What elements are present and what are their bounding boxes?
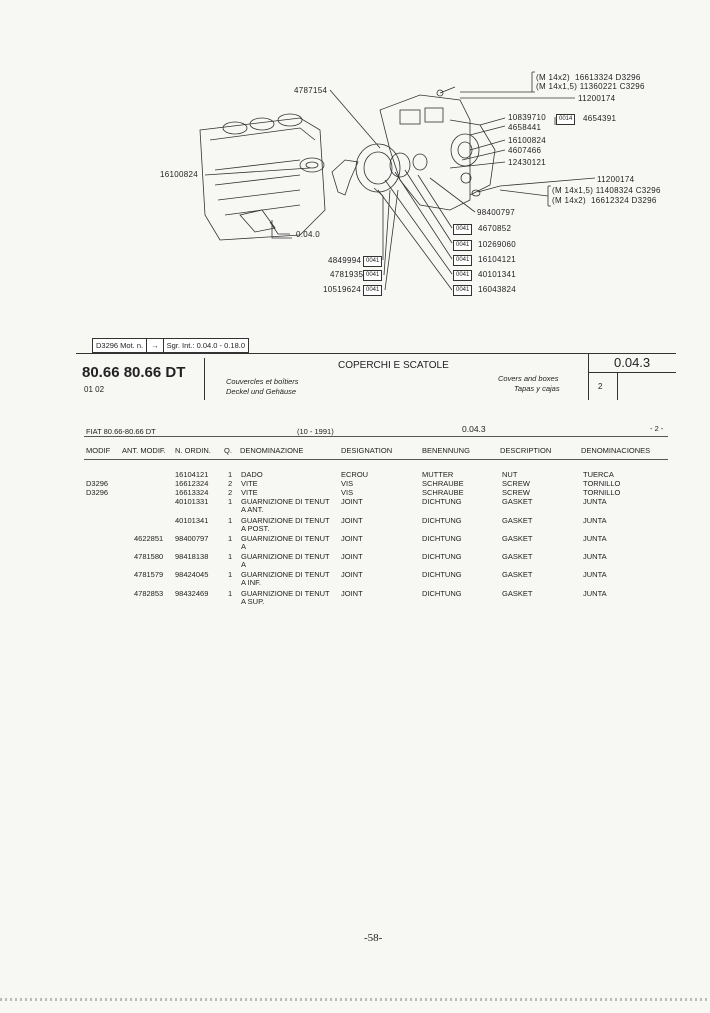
cell-denominazione: A INF. bbox=[241, 578, 262, 587]
cell-q: 1 bbox=[228, 497, 233, 506]
cell-designation: JOINT bbox=[341, 497, 363, 506]
info-code: 0.04.3 bbox=[462, 424, 486, 434]
part-label: 4781935 bbox=[330, 270, 364, 279]
cell-benennung: SCHRAUBE bbox=[422, 479, 464, 488]
spec-label: (M 14x1,5) 11408324 C3296 bbox=[552, 186, 661, 195]
section-header bbox=[76, 353, 676, 400]
cell-denominazione: A bbox=[241, 560, 247, 569]
title-de: Deckel und Gehäuse bbox=[226, 387, 297, 396]
part-label: 16100824 bbox=[508, 136, 546, 145]
cell-denominaciones: JUNTA bbox=[583, 497, 607, 506]
ref-box: 0041 bbox=[363, 270, 382, 281]
col-modif: MODIF bbox=[86, 446, 111, 455]
cell-denominaciones: JUNTA bbox=[583, 589, 607, 598]
cell-denominaciones: TORNILLO bbox=[583, 488, 621, 497]
cell-denominaciones: TORNILLO bbox=[583, 479, 621, 488]
cell-designation: VIS bbox=[341, 479, 354, 488]
ref-box: 0041 bbox=[363, 256, 382, 267]
part-label: 16043824 bbox=[478, 285, 516, 294]
cell-designation: JOINT bbox=[341, 570, 363, 579]
cell-description: NUT bbox=[502, 470, 518, 479]
cell-ant-modif: 4622851 bbox=[134, 534, 164, 543]
cell-description: GASKET bbox=[502, 497, 533, 506]
title-es: Tapas y cajas bbox=[514, 384, 560, 393]
cell-benennung: DICHTUNG bbox=[422, 516, 462, 525]
cell-benennung: DICHTUNG bbox=[422, 497, 462, 506]
cell-modif: D3296 bbox=[86, 479, 109, 488]
title-it: COPERCHI E SCATOLE bbox=[338, 360, 449, 371]
cell-ant-modif: 4781579 bbox=[134, 570, 164, 579]
cell-q: 2 bbox=[228, 488, 233, 497]
cell-benennung: SCHRAUBE bbox=[422, 488, 464, 497]
part-label: 11200174 bbox=[597, 175, 635, 184]
title-en: Covers and boxes bbox=[498, 374, 559, 383]
cell-denominazione: GUARNIZIONE DI TENUT bbox=[241, 534, 330, 543]
cell-designation: JOINT bbox=[341, 516, 363, 525]
seal-ring bbox=[300, 158, 324, 172]
cell-n-ordin: 16612324 bbox=[175, 479, 209, 488]
part-label: 4654391 bbox=[583, 114, 617, 123]
cell-denominaciones: JUNTA bbox=[583, 552, 607, 561]
cell-denominazione: GUARNIZIONE DI TENUT bbox=[241, 516, 330, 525]
spec-label: (M 14x1,5) 11360221 C3296 bbox=[536, 82, 645, 91]
cell-q: 1 bbox=[228, 552, 233, 561]
cell-n-ordin: 40101341 bbox=[175, 516, 209, 525]
part-label: 98400797 bbox=[477, 208, 515, 217]
part-label: 12430121 bbox=[508, 158, 546, 167]
cell-modif: D3296 bbox=[86, 488, 109, 497]
cell-n-ordin: 98424045 bbox=[175, 570, 209, 579]
spec-label: (M 14x2) 16613324 D3296 bbox=[536, 73, 641, 82]
mot-ref: D3296 Mot. n. bbox=[93, 339, 147, 352]
cell-denominaciones: JUNTA bbox=[583, 534, 607, 543]
cell-description: GASKET bbox=[502, 552, 533, 561]
cell-ant-modif: 4782853 bbox=[134, 589, 164, 598]
part-label: 4849994 bbox=[328, 256, 362, 265]
part-label: 40101341 bbox=[478, 270, 516, 279]
col-designation: DESIGNATION bbox=[341, 446, 393, 455]
cell-q: 2 bbox=[228, 479, 233, 488]
sgr-ref: Sgr. Int.: 0.04.0 - 0.18.0 bbox=[163, 339, 248, 352]
cell-denominazione: VITE bbox=[241, 479, 258, 488]
ref-box: 0041 bbox=[453, 285, 472, 296]
cell-description: SCREW bbox=[502, 479, 530, 488]
col-ant-modif: ANT. MODIF. bbox=[122, 446, 166, 455]
arrow-icon: → bbox=[151, 341, 159, 350]
col-benennung: BENENNUNG bbox=[422, 446, 470, 455]
cell-q: 1 bbox=[228, 516, 233, 525]
cell-ant-modif: 4781580 bbox=[134, 552, 164, 561]
cell-n-ordin: 16613324 bbox=[175, 488, 209, 497]
gasket-ring bbox=[356, 144, 400, 192]
info-page: - 2 - bbox=[650, 424, 664, 433]
part-label: 16104121 bbox=[478, 255, 516, 264]
cell-designation: JOINT bbox=[341, 552, 363, 561]
date-label: (10 - 1991) bbox=[297, 427, 334, 436]
cell-denominazione: GUARNIZIONE DI TENUT bbox=[241, 552, 330, 561]
cell-benennung: DICHTUNG bbox=[422, 570, 462, 579]
cell-denominazione: GUARNIZIONE DI TENUT bbox=[241, 589, 330, 598]
cell-n-ordin: 40101331 bbox=[175, 497, 209, 506]
cell-description: GASKET bbox=[502, 516, 533, 525]
ref-box: 0014 bbox=[556, 114, 575, 125]
part-label: 16100824 bbox=[160, 170, 198, 179]
cell-q: 1 bbox=[228, 589, 233, 598]
cell-denominazione: VITE bbox=[241, 488, 258, 497]
cell-description: SCREW bbox=[502, 488, 530, 497]
ref-box: 0041 bbox=[453, 240, 472, 251]
part-label: 11200174 bbox=[578, 94, 616, 103]
engine-block bbox=[200, 118, 325, 240]
cell-description: GASKET bbox=[502, 589, 533, 598]
cell-n-ordin: 98418138 bbox=[175, 552, 209, 561]
cell-denominazione: GUARNIZIONE DI TENUT bbox=[241, 497, 330, 506]
part-label: 10269060 bbox=[478, 240, 516, 249]
cell-n-ordin: 98400797 bbox=[175, 534, 209, 543]
ref-box: 0041 bbox=[453, 224, 472, 235]
cell-n-ordin: 16104121 bbox=[175, 470, 209, 479]
col-q: Q. bbox=[224, 446, 232, 455]
cell-description: GASKET bbox=[502, 570, 533, 579]
part-label: 4787154 bbox=[294, 86, 328, 95]
ref-box: 0041 bbox=[453, 270, 472, 281]
cell-q: 1 bbox=[228, 570, 233, 579]
col-denominaciones: DENOMINACIONES bbox=[581, 446, 651, 455]
cell-denominazione: A ANT. bbox=[241, 505, 264, 514]
page-small: 2 bbox=[598, 382, 603, 391]
cell-denominazione: DADO bbox=[241, 470, 263, 479]
ref-box: 0041 bbox=[453, 255, 472, 266]
cell-benennung: DICHTUNG bbox=[422, 534, 462, 543]
cell-designation: JOINT bbox=[341, 589, 363, 598]
part-label: 10839710 bbox=[508, 113, 546, 122]
cell-benennung: DICHTUNG bbox=[422, 552, 462, 561]
cell-denominazione: GUARNIZIONE DI TENUT bbox=[241, 570, 330, 579]
part-label: 4670852 bbox=[478, 224, 512, 233]
cell-designation: VIS bbox=[341, 488, 354, 497]
part-label: 4658441 bbox=[508, 123, 542, 132]
col-description: DESCRIPTION bbox=[500, 446, 552, 455]
cell-denominazione: A bbox=[241, 542, 247, 551]
cell-designation: JOINT bbox=[341, 534, 363, 543]
cell-q: 1 bbox=[228, 534, 233, 543]
cell-denominazione: A POST. bbox=[241, 524, 270, 533]
section-code: 0.04.3 bbox=[614, 355, 651, 370]
scan-edge bbox=[0, 998, 710, 1001]
cell-benennung: DICHTUNG bbox=[422, 589, 462, 598]
part-label: 4607466 bbox=[508, 146, 542, 155]
cell-benennung: MUTTER bbox=[422, 470, 454, 479]
page-number: -58- bbox=[364, 932, 383, 944]
cell-q: 1 bbox=[228, 470, 233, 479]
model-title: 80.66 80.66 DT bbox=[82, 364, 186, 381]
cell-description: GASKET bbox=[502, 534, 533, 543]
model-sub: 01 02 bbox=[84, 385, 105, 394]
part-label: 10519624 bbox=[323, 285, 361, 294]
cell-denominazione: A SUP. bbox=[241, 597, 265, 606]
col-n-ordin: N. ORDIN. bbox=[175, 446, 211, 455]
cell-n-ordin: 98432469 bbox=[175, 589, 209, 598]
ref-box: 0041 bbox=[363, 285, 382, 296]
cell-denominaciones: TUERCA bbox=[583, 470, 614, 479]
fiat-model: FIAT 80.66-80.66 DT bbox=[86, 427, 156, 436]
engine-ref-label: 0.04.0 bbox=[296, 230, 321, 239]
spec-label: (M 14x2) 16612324 D3296 bbox=[552, 196, 657, 205]
cell-denominaciones: JUNTA bbox=[583, 570, 607, 579]
col-denominazione: DENOMINAZIONE bbox=[240, 446, 304, 455]
ref-bar bbox=[92, 338, 249, 353]
cell-designation: ECROU bbox=[341, 470, 369, 479]
cell-denominaciones: JUNTA bbox=[583, 516, 607, 525]
title-fr: Couvercles et boîtiers bbox=[226, 377, 299, 386]
